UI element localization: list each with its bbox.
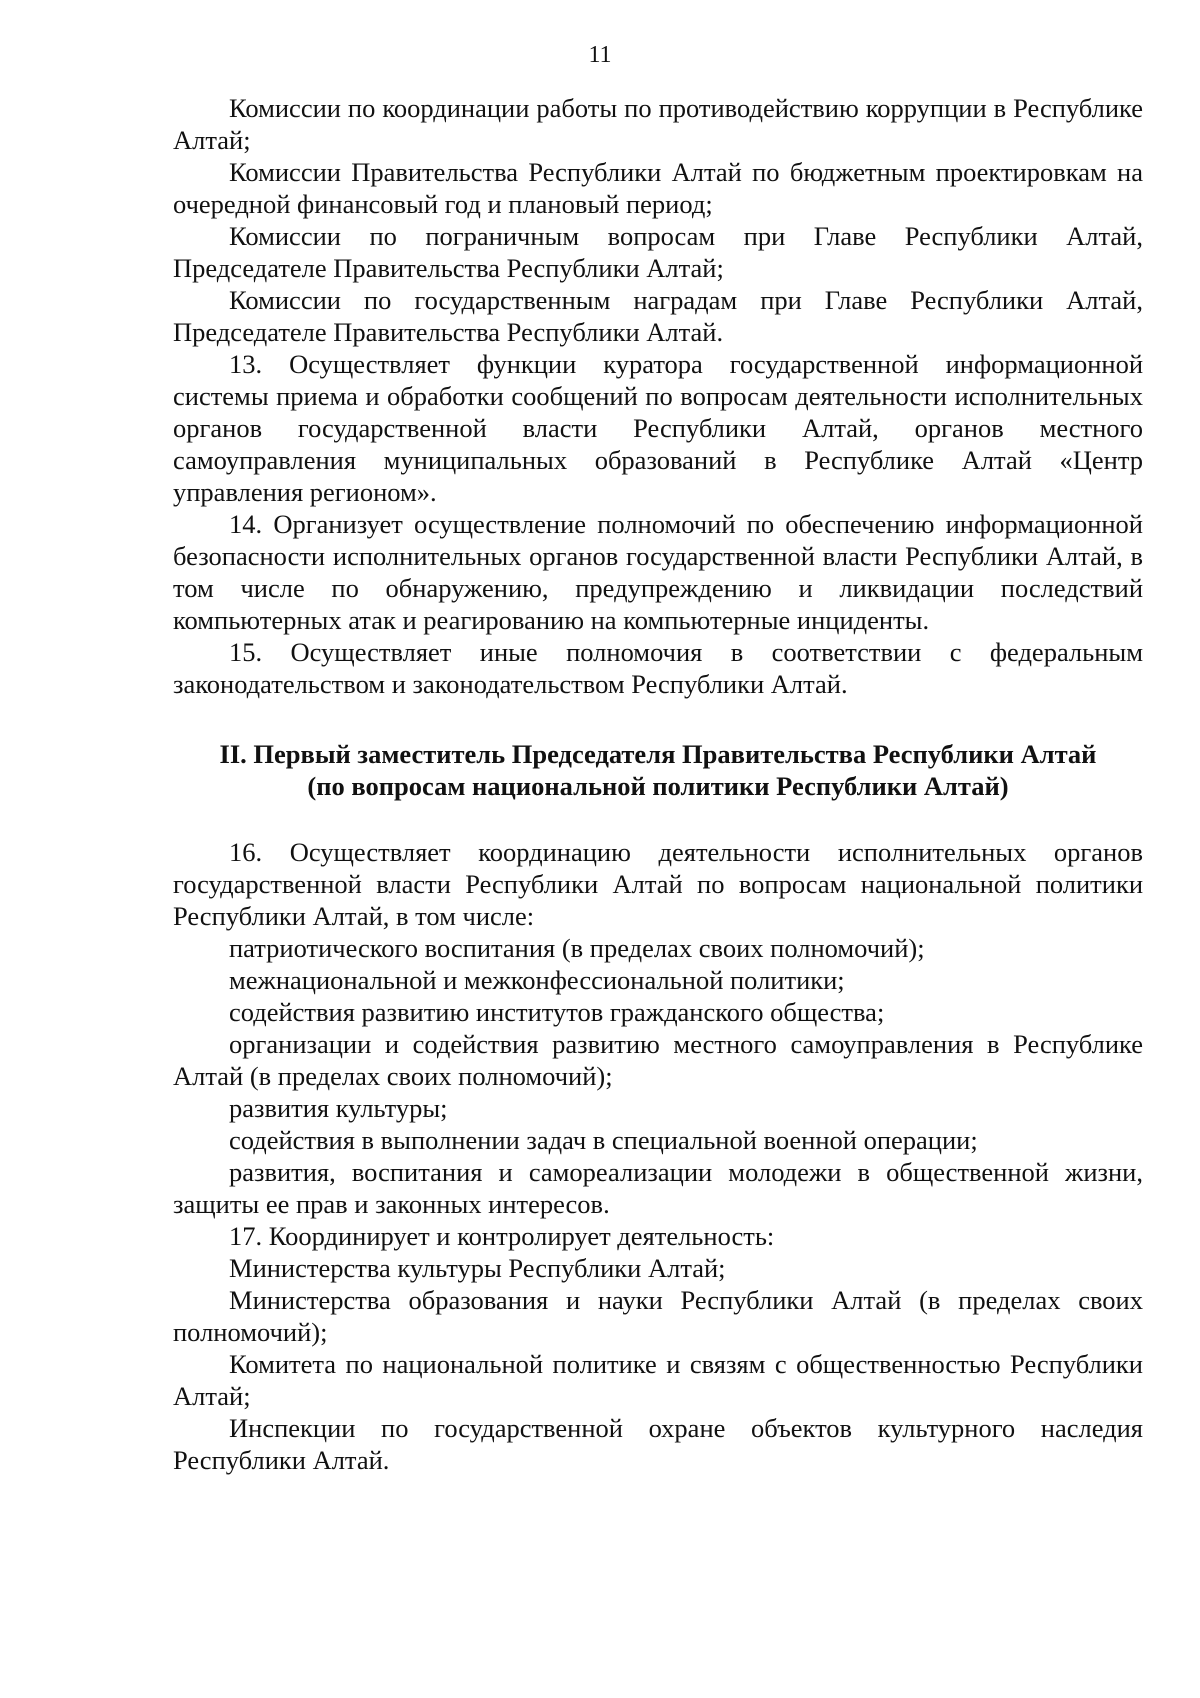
paragraph-item-14: 14. Организует осуществление полномочий по обеспечению информационной безопасности исполнительных органов государственной власти Республики Алтай, в том числе по обнаружению, предупреждению и ликвидации последствий компьютерных атак и реагированию на компьютерные инциденты. <box>173 509 1143 635</box>
list-item: содействия развитию институтов гражданского общества; <box>229 997 885 1027</box>
list-item: развития, воспитания и самореализации молодежи в общественной жизни, защиты ее прав и законных интересов. <box>173 1157 1143 1219</box>
list-item: Комитета по национальной политике и связям с общественностью Республики Алтай; <box>173 1349 1143 1411</box>
list-item: межнациональной и межконфессиональной политики; <box>229 965 845 995</box>
list-item: Инспекции по государственной охране объектов культурного наследия Республики Алтай. <box>173 1413 1143 1475</box>
list-item: Министерства культуры Республики Алтай; <box>229 1253 726 1283</box>
section-heading-line-1: II. Первый заместитель Председателя Правительства Республики Алтай <box>219 739 1097 769</box>
paragraph: Комиссии Правительства Республики Алтай по бюджетным проектировкам на очередной финансовый год и плановый период; <box>173 157 1143 219</box>
paragraph: Комиссии по государственным наградам при Главе Республики Алтай, Председателе Правительства Республики Алтай. <box>173 285 1143 347</box>
list-item: содействия в выполнении задач в специальной военной операции; <box>229 1125 978 1155</box>
list-item: организации и содействия развитию местного самоуправления в Республике Алтай (в пределах своих полномочий); <box>173 1029 1143 1091</box>
paragraph: Комиссии по пограничным вопросам при Главе Республики Алтай, Председателе Правительства Республики Алтай; <box>173 221 1143 283</box>
paragraph-item-15: 15. Осуществляет иные полномочия в соответствии с федеральным законодательством и законодательством Республики Алтай. <box>173 637 1143 699</box>
page-number: 11 <box>588 42 612 68</box>
paragraph-item-17: 17. Координирует и контролирует деятельность: <box>229 1221 775 1251</box>
paragraph-item-13: 13. Осуществляет функции куратора государственной информационной системы приема и обработки сообщений по вопросам деятельности исполнительных органов государственной власти Республики Алтай, органов местного самоуправления муниципальных образований в Республике Алтай «Центр управления регионом». <box>173 349 1143 507</box>
section-heading-line-2: (по вопросам национальной политики Республики Алтай) <box>307 771 1009 801</box>
list-item: Министерства образования и науки Республики Алтай (в пределах своих полномочий); <box>173 1285 1143 1347</box>
paragraph: Комиссии по координации работы по противодействию коррупции в Республике Алтай; <box>173 93 1143 155</box>
paragraph-item-16: 16. Осуществляет координацию деятельности исполнительных органов государственной власти Республики Алтай по вопросам национальной политики Республики Алтай, в том числе: <box>173 837 1143 931</box>
section-heading <box>173 738 1143 802</box>
list-item: патриотического воспитания (в пределах своих полномочий); <box>229 933 925 963</box>
document-body <box>173 92 1143 1476</box>
list-item: развития культуры; <box>229 1093 448 1123</box>
